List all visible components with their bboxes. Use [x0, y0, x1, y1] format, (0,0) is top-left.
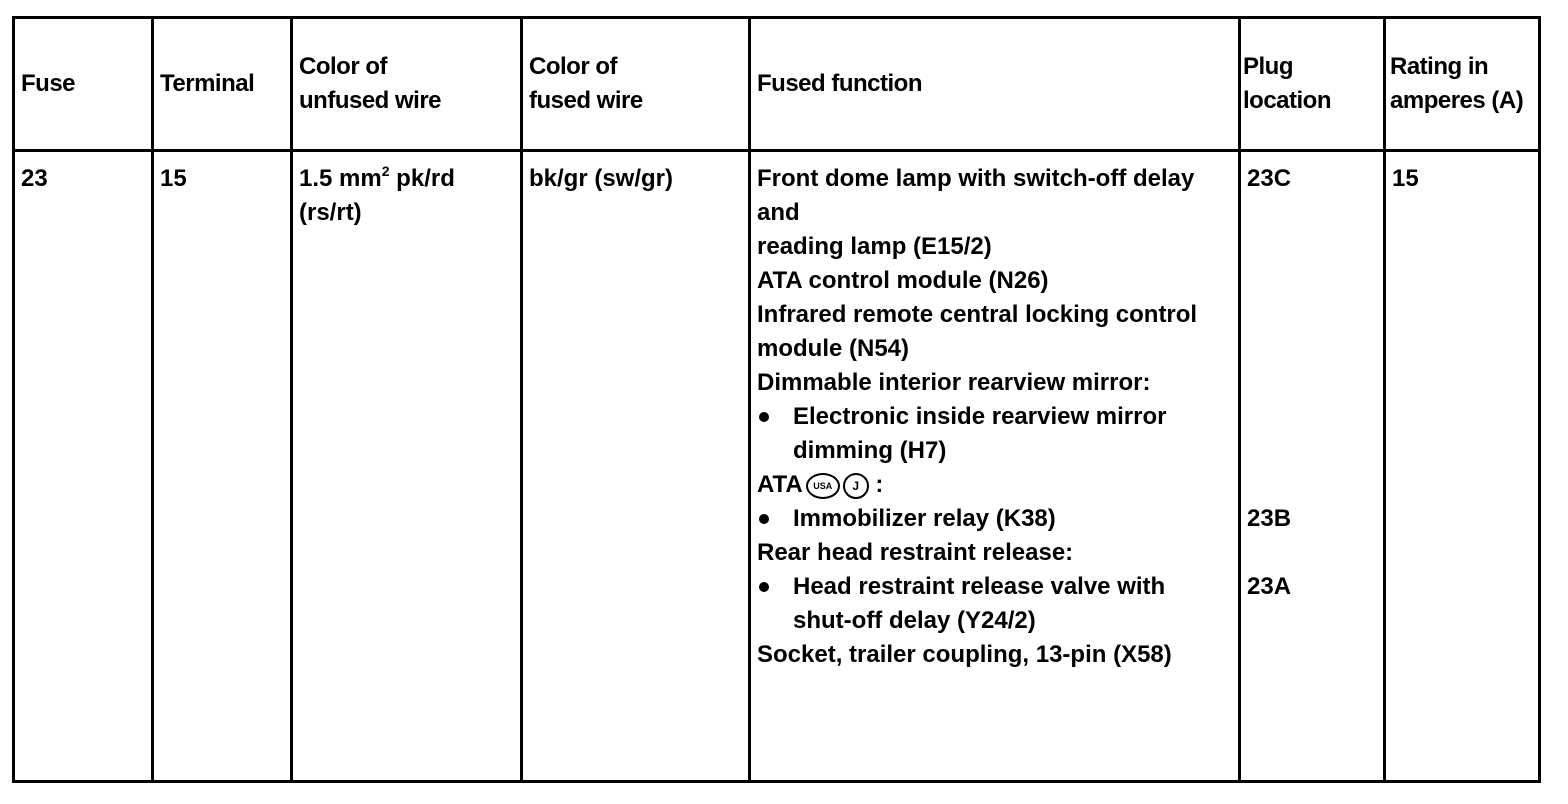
header-row: [14, 18, 1540, 151]
header-unfused-wire: Color of unfused wire: [292, 18, 522, 151]
function-line: module (N54): [757, 335, 910, 362]
fuse-table: [12, 16, 1541, 783]
function-continuation: [757, 604, 1232, 638]
function-line: Rear head restraint release:: [757, 539, 1074, 566]
function-continuation: [757, 434, 1232, 468]
function-line: Socket, trailer coupling, 13-pin (X58): [757, 641, 1172, 668]
country-code-usa-icon: USA: [806, 473, 840, 499]
function-line: reading lamp (E15/2): [757, 233, 992, 260]
country-code-j-icon: J: [843, 473, 869, 499]
plug-location-value: 23A: [1247, 573, 1292, 600]
function-line: Infrared remote central locking control: [757, 301, 1198, 328]
function-bullet-item: [757, 400, 1232, 434]
cell-fused-wire: bk/gr (sw/gr): [522, 151, 750, 782]
cell-fused-function: [750, 151, 1240, 782]
function-line: Dimmable interior rearview mirror:: [757, 369, 1151, 396]
function-text: Head restraint release valve with: [793, 573, 1166, 600]
function-badge-line: [757, 468, 1232, 502]
bullet-icon: [759, 514, 769, 524]
function-text: Immobilizer relay (K38): [793, 505, 1056, 532]
header-rating: Rating in amperes (A): [1385, 18, 1540, 151]
cell-fuse: 23: [14, 151, 153, 782]
bullet-icon: [759, 412, 769, 422]
header-fused-wire: Color of fused wire: [522, 18, 750, 151]
header-fuse: Fuse: [14, 18, 153, 151]
function-suffix: :: [868, 471, 884, 498]
function-text: Electronic inside rearview mirror: [793, 403, 1167, 430]
table-row: [14, 151, 1540, 782]
cell-unfused-wire: 1.5 $mm^2$ pk/rd (rs/rt): [292, 151, 522, 782]
header-fused-function: Fused function: [750, 18, 1240, 151]
plug-location-value: 23C: [1247, 165, 1292, 192]
cell-plug-location: [1240, 151, 1385, 782]
header-plug-location: Plug location: [1240, 18, 1385, 151]
function-text: ATA: [757, 471, 803, 498]
function-bullet-item: [757, 502, 1232, 536]
header-terminal: Terminal: [153, 18, 292, 151]
cell-terminal: 15: [153, 151, 292, 782]
function-text: dimming (H7): [793, 437, 947, 464]
function-line: Front dome lamp with switch-off delay and: [757, 165, 1195, 226]
function-line: ATA control module (N26): [757, 267, 1049, 294]
plug-location-value: 23B: [1247, 505, 1292, 532]
function-bullet-item: [757, 570, 1232, 604]
function-text: shut-off delay (Y24/2): [793, 607, 1036, 634]
bullet-icon: [759, 582, 769, 592]
cell-rating: 15: [1385, 151, 1540, 782]
